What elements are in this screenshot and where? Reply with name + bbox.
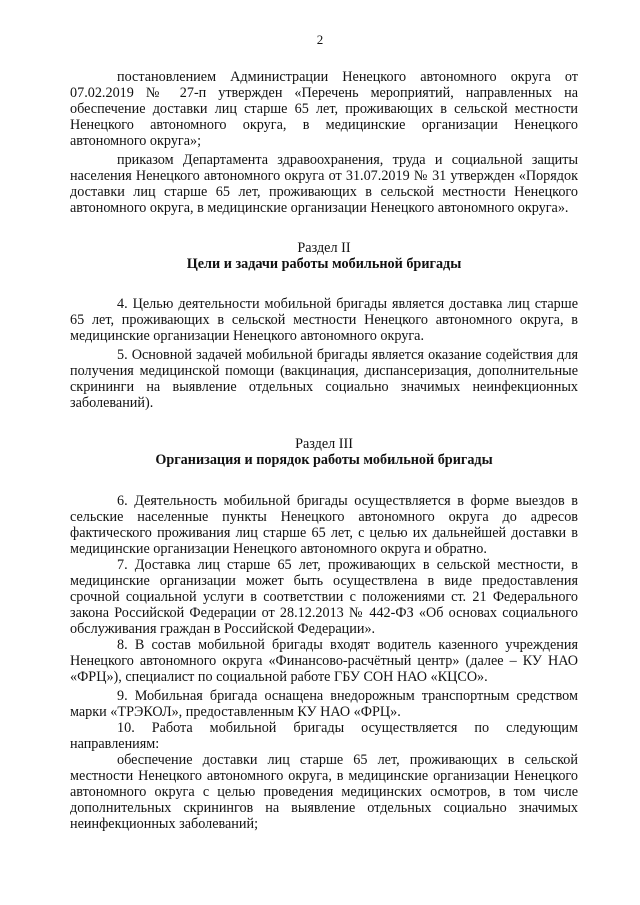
document-body — [70, 69, 578, 832]
paragraph-5: 5. Основной задачей мобильной бригады является оказание содействия для получения медицинской помощи (вакцинация, диспансеризация, дополнительные скрининги на выявление отдельных социально значимых неинфекционных заболеваний). — [70, 347, 578, 411]
paragraph-7: 7. Доставка лиц старше 65 лет, проживающих в сельской местности, в медицинские организации может быть осуществлена в виде предоставления срочной социальной услуги в соответствии с положениями ст. 21 Федерального закона Российской Федерации от 28.12.2013 № 442-ФЗ «Об основах социального обслуживания граждан в Российской Федерации». — [70, 557, 578, 637]
section-2-title: Цели и задачи работы мобильной бригады — [186, 256, 462, 272]
paragraph-8: 8. В состав мобильной бригады входят водитель казенного учреждения Ненецкого автономного округа «Финансово-расчётный центр» (далее – КУ НАО «ФРЦ»), специалист по социальной работе ГБУ СОН НАО «КЦСО». — [70, 637, 578, 685]
paragraph-10: 10. Работа мобильной бригады осуществляется по следующим направлениям: — [70, 720, 578, 752]
paragraph-4: 4. Целью деятельности мобильной бригады является доставка лиц старше 65 лет, проживающих в сельской местности Ненецкого автономного округа, в медицинские организации Ненецкого автономного округа. — [70, 296, 578, 344]
paragraph-6: 6. Деятельность мобильной бригады осуществляется в форме выездов в сельские населенные пункты Ненецкого автономного округа до адресов фактического проживания лиц старше 65 лет, с целью их дальнейшей доставки в медицинские организации Ненецкого автономного округа и обратно. — [70, 493, 578, 557]
page-number: 2 — [316, 32, 324, 47]
section-3-heading: Раздел III — [295, 436, 353, 452]
section-3-header — [70, 436, 578, 468]
section-3-title: Организация и порядок работы мобильной бригады — [155, 452, 493, 468]
section-2-header — [70, 240, 578, 272]
paragraph-resolution: постановлением Администрации Ненецкого автономного округа от 07.02.2019 № 27-п утвержден «Перечень мероприятий, направленных на обеспечение доставки лиц старше 65 лет, проживающих в сельской местности Ненецкого автономного округа, в медицинские организации Ненецкого автономного округа»; — [70, 69, 578, 149]
section-2-heading: Раздел II — [297, 240, 351, 256]
paragraph-9: 9. Мобильная бригада оснащена внедорожным транспортным средством марки «ТРЭКОЛ», предоставленным КУ НАО «ФРЦ». — [70, 688, 578, 720]
paragraph-order: приказом Департамента здравоохранения, труда и социальной защиты населения Ненецкого автономного округа от 31.07.2019 № 31 утвержден «Порядок доставки лиц старше 65 лет, проживающих в сельской местности Ненецкого автономного округа, в медицинские организации Ненецкого автономного округа». — [70, 152, 578, 216]
paragraph-10-item: обеспечение доставки лиц старше 65 лет, проживающих в сельской местности Ненецкого автономного округа, в медицинские организации Ненецкого автономного округа с целью проведения медицинских осмотров, в том числе дополнительных скринингов на выявление отдельных социально значимых неинфекционных заболеваний; — [70, 752, 578, 832]
